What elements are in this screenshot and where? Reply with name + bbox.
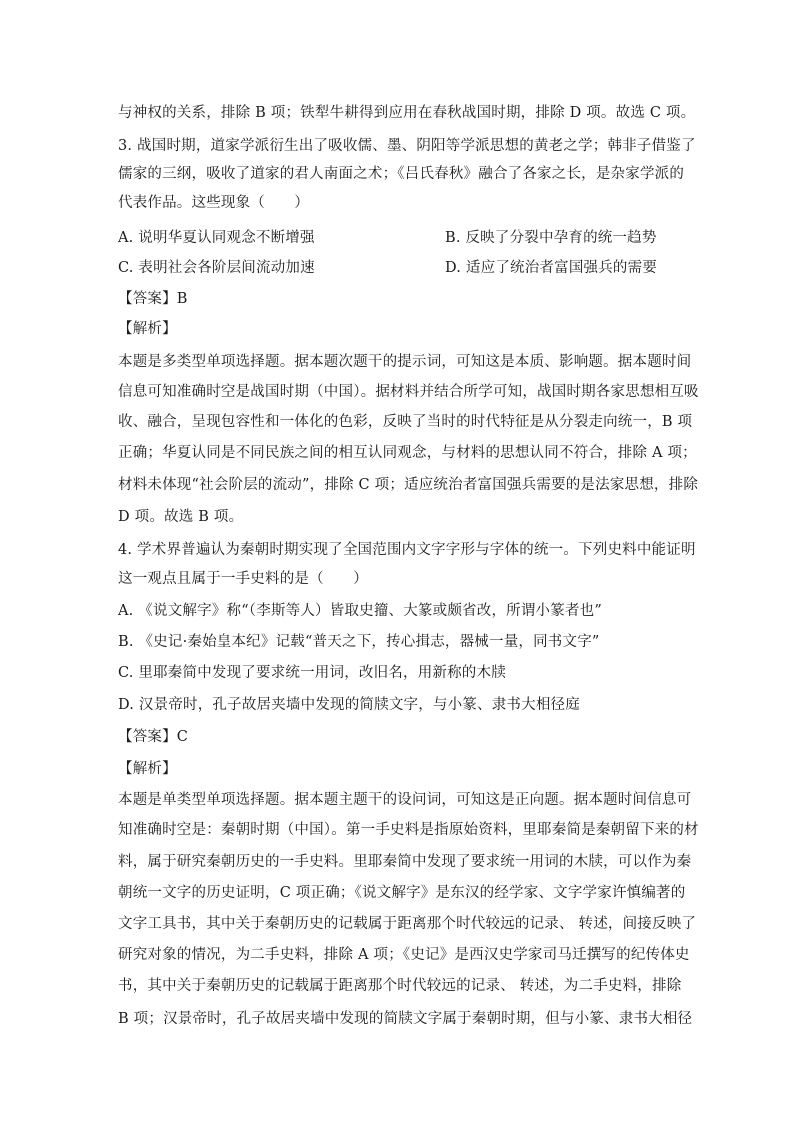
q4-option-d: D. 汉景帝时，孔子故居夹墙中发现的简牍文字，与小篆、隶书大相径庭 bbox=[118, 697, 580, 713]
q4-analysis-line-4: 朝统一文字的历史证明，C 项正确；《说文解字》是东汉的经学家、文字学家许慎编著的 bbox=[118, 885, 686, 901]
q3-option-a: A. 说明华夏认同观念不断增强 bbox=[118, 230, 315, 246]
q4-analysis-line-8: B 项；汉景帝时，孔子故居夹墙中发现的简牍文字属于秦朝时期，但与小篆、隶书大相径 bbox=[118, 1011, 693, 1027]
q3-answer: 【答案】B bbox=[118, 291, 188, 307]
q4-analysis-label: 【解析】 bbox=[118, 761, 177, 777]
q4-analysis-line-1: 本题是单类型单项选择题。据本题主题干的设问词，可知这是正向题。据本题时间信息可 bbox=[118, 792, 692, 808]
q4-answer: 【答案】C bbox=[118, 729, 189, 745]
q3-analysis-line-3: 收、融合，呈现包容性和一体化的色彩，反映了当时的时代特征是从分裂走向统一，B 项 bbox=[118, 414, 693, 430]
q4-stem-line-1: 4. 学术界普遍认为秦朝时期实现了全国范围内文字字形与字体的统一。下列史料中能证明 bbox=[118, 542, 696, 558]
q3-analysis-label: 【解析】 bbox=[118, 321, 177, 337]
q3-analysis-line-2: 信息可知准确时空是战国时期（中国）。据材料并结合所学可知，战国时期各家思想相互吸 bbox=[118, 384, 699, 400]
q3-analysis-line-1: 本题是多类型单项选择题。据本题次题干的提示词，可知这是本质、影响题。据本题时间 bbox=[118, 354, 692, 370]
q4-analysis-line-7: 书，其中关于秦朝历史的记载属于距离那个时代较远的记录、 转述，为二手史料，排除 bbox=[118, 978, 682, 994]
q3-analysis-line-6: D 项。故选 B 项。 bbox=[118, 509, 244, 525]
q4-option-c: C. 里耶秦简中发现了要求统一用词，改旧名，用新称的木牍 bbox=[118, 665, 506, 681]
q4-analysis-line-6: 研究对象的情况，为二手史料，排除 A 项；《史记》是西汉史学家司马迁撰写的纪传体史 bbox=[118, 947, 690, 963]
q4-option-a: A. 《说文解字》称“（李斯等人）皆取史籀、大篆或颇省改，所谓小篆者也” bbox=[118, 603, 602, 619]
q3-stem-line-1: 3. 战国时期，道家学派衍生出了吸收儒、墨、阴阳等学派思想的黄老之学；韩非子借鉴了 bbox=[118, 138, 696, 154]
q4-option-b: B. 《史记·秦始皇本纪》记载“普天之下，抟心揖志，器械一量，同书文字” bbox=[118, 634, 600, 650]
q4-analysis-line-5: 文字工具书，其中关于秦朝历史的记载属于距离那个时代较远的记录、 转述，间接反映了 bbox=[118, 916, 697, 932]
q3-option-d: D. 适应了统治者富国强兵的需要 bbox=[445, 260, 658, 276]
q4-stem-line-2: 这一观点且属于一手史料的是（ ） bbox=[118, 571, 368, 587]
q3-analysis-line-4: 正确；华夏认同是不同民族之间的相互认同观念，与材料的思想认同不符合，排除 A 项； bbox=[118, 445, 697, 461]
q3-analysis-line-5: 材料未体现“社会阶层的流动”，排除 C 项；适应统治者富国强兵需要的是法家思想，排除 bbox=[118, 477, 699, 493]
q3-stem-line-2: 儒家的三纲，吸收了道家的君人南面之术；《吕氏春秋》融合了各家之长，是杂家学派的 bbox=[118, 166, 685, 182]
q4-analysis-line-2: 知准确时空是：秦朝时期（中国）。第一手史料是指原始资料，里耶秦简是秦朝留下来的材 bbox=[118, 822, 699, 838]
q4-analysis-line-3: 料，属于研究秦朝历史的一手史料。里耶秦简中发现了要求统一用词的木牍，可以作为秦 bbox=[118, 854, 692, 870]
q3-option-b: B. 反映了分裂中孕育的统一趋势 bbox=[445, 230, 657, 246]
prev-analysis-tail: 与神权的关系，排除 B 项；铁犁牛耕得到应用在春秋战国时期，排除 D 项。故选 C 项。 bbox=[118, 105, 696, 121]
q3-stem-line-3: 代表作品。这些现象（ ） bbox=[118, 195, 310, 211]
q3-option-c: C. 表明社会各阶层间流动加速 bbox=[118, 260, 315, 276]
